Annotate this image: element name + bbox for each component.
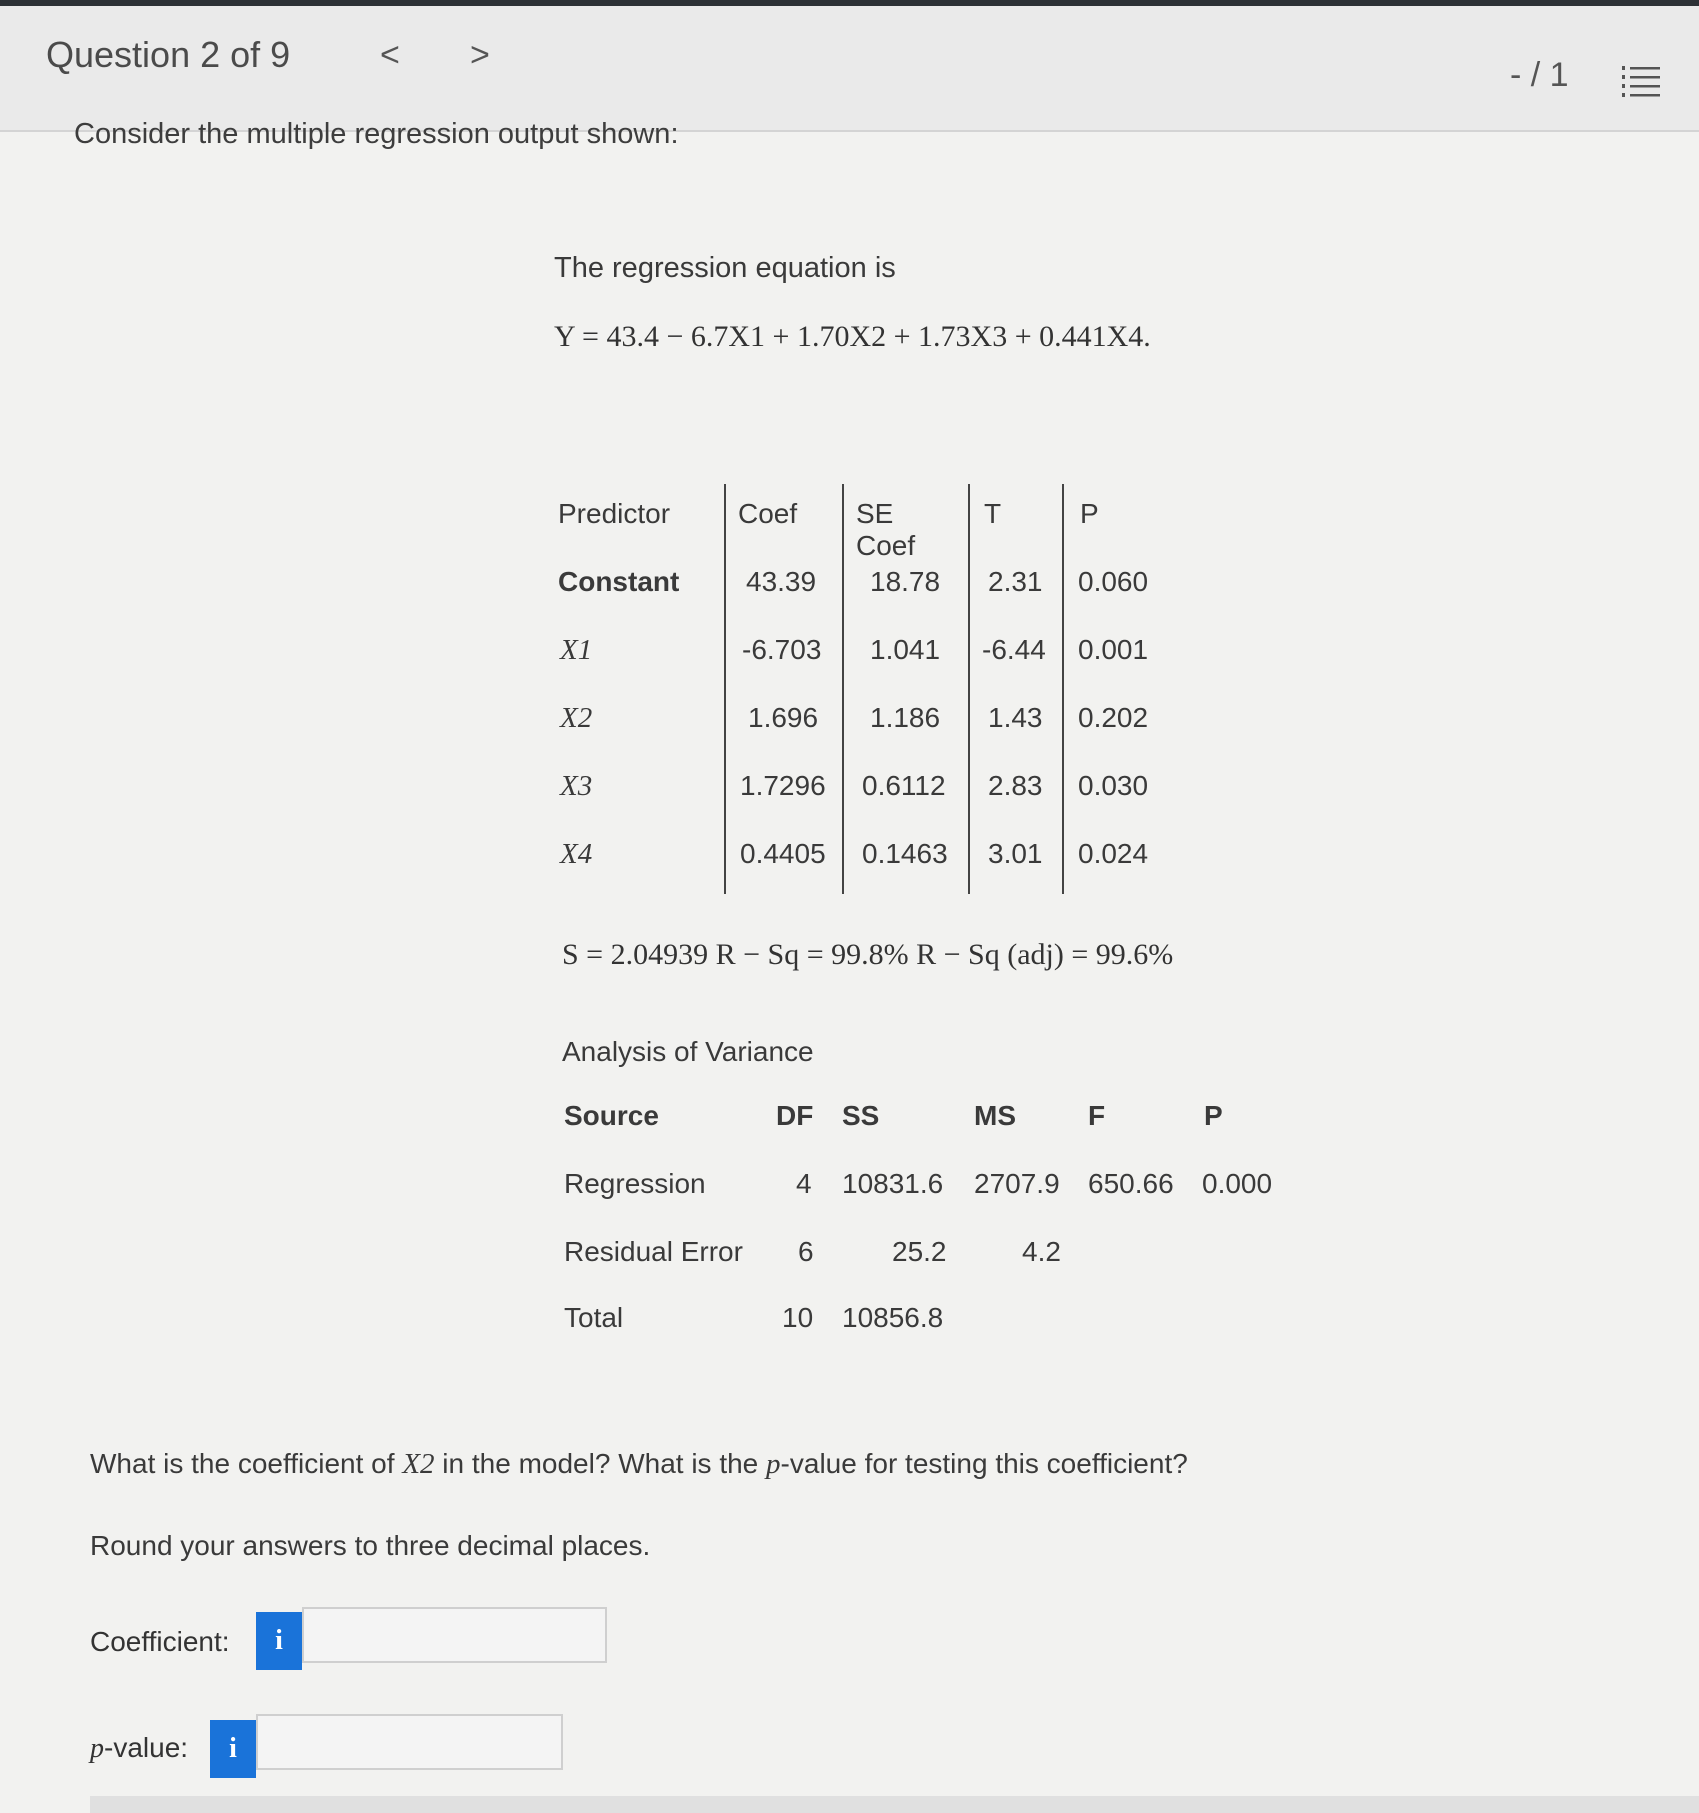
anova-p: 0.000 <box>1202 1168 1273 1199</box>
p-value: 0.202 <box>1078 702 1149 733</box>
score-display: - / 1 <box>1510 56 1569 94</box>
next-question-button[interactable]: > <box>470 36 490 74</box>
anova-source: Regression <box>564 1168 706 1199</box>
question-p-variable: p <box>766 1448 781 1480</box>
coefficient-info-button[interactable]: i <box>256 1612 302 1670</box>
question-variable: X2 <box>402 1448 435 1480</box>
model-summary-stats: S = 2.04939 R − Sq = 99.8% R − Sq (adj) = 99.6% <box>562 938 1174 971</box>
coef-value: 0.4405 <box>740 838 826 869</box>
coefficient-input[interactable] <box>302 1607 607 1663</box>
table-divider <box>842 484 844 894</box>
t-value: 2.83 <box>988 770 1043 801</box>
header-se-coef: SE Coef <box>856 498 916 561</box>
coefficient-label: Coefficient: <box>90 1626 230 1657</box>
anova-source: Total <box>564 1302 624 1333</box>
regression-equation: Y = 43.4 − 6.7X1 + 1.70X2 + 1.73X3 + 0.441X4. <box>554 320 1151 353</box>
anova-header-ss: SS <box>842 1100 880 1131</box>
header-t: T <box>984 498 1002 529</box>
header-p: P <box>1080 498 1099 529</box>
p-value: 0.024 <box>1078 838 1149 869</box>
se-coef-value: 0.1463 <box>862 838 948 869</box>
anova-f: 650.66 <box>1088 1168 1174 1199</box>
header-predictor: Predictor <box>558 498 671 529</box>
question-text-part: What is the coefficient of <box>90 1448 403 1479</box>
predictor-name: Constant <box>558 566 680 597</box>
rounding-instruction: Round your answers to three decimal places. <box>90 1530 651 1561</box>
p-value: 0.030 <box>1078 770 1149 801</box>
question-header <box>0 6 1699 132</box>
p-value-label-text: -value: <box>104 1732 189 1763</box>
anova-ms: 2707.9 <box>974 1168 1060 1199</box>
anova-header-source: Source <box>564 1100 659 1131</box>
anova-df: 6 <box>798 1236 814 1267</box>
t-value: 1.43 <box>988 702 1043 733</box>
predictor-name: X1 <box>560 634 593 666</box>
p-value-info-button[interactable]: i <box>210 1720 256 1778</box>
p-value-label <box>90 1732 188 1765</box>
coef-value: 43.39 <box>746 566 817 597</box>
anova-header-df: DF <box>776 1100 814 1131</box>
table-divider <box>1062 484 1064 894</box>
p-value-label-var: p <box>90 1733 104 1764</box>
predictor-name: X2 <box>560 702 593 734</box>
predictor-name: X3 <box>560 770 593 802</box>
table-divider <box>968 484 970 894</box>
anova-ms: 4.2 <box>1022 1236 1061 1267</box>
anova-source: Residual Error <box>564 1236 743 1267</box>
question-prompt <box>90 1448 1188 1481</box>
anova-df: 10 <box>782 1302 814 1333</box>
list-icon[interactable] <box>1622 64 1662 98</box>
anova-header-p: P <box>1204 1100 1223 1131</box>
anova-header-ms: MS <box>974 1100 1016 1131</box>
se-coef-value: 1.186 <box>870 702 941 733</box>
question-text-part: in the model? What is the <box>434 1448 767 1479</box>
anova-ss: 10856.8 <box>842 1302 944 1333</box>
p-value-input[interactable] <box>256 1714 563 1770</box>
coef-value: 1.696 <box>748 702 819 733</box>
p-value: 0.060 <box>1078 566 1149 597</box>
prev-question-button[interactable]: < <box>380 36 400 74</box>
anova-ss: 10831.6 <box>842 1168 944 1199</box>
table-divider <box>724 484 726 894</box>
intro-text: Consider the multiple regression output shown: <box>74 118 679 150</box>
predictor-name: X4 <box>560 838 593 870</box>
anova-df: 4 <box>796 1168 812 1199</box>
next-section-edge <box>90 1796 1699 1813</box>
t-value: 3.01 <box>988 838 1043 869</box>
se-coef-value: 0.6112 <box>862 770 946 801</box>
anova-ss: 25.2 <box>892 1236 947 1267</box>
question-counter: Question 2 of 9 <box>46 34 291 75</box>
t-value: 2.31 <box>988 566 1043 597</box>
coef-value: 1.7296 <box>740 770 826 801</box>
anova-title: Analysis of Variance <box>562 1036 814 1067</box>
header-coef: Coef <box>738 498 798 529</box>
anova-header-f: F <box>1088 1100 1106 1131</box>
question-text-part: -value for testing this coefficient? <box>780 1448 1188 1479</box>
coef-value: -6.703 <box>742 634 822 665</box>
se-coef-value: 18.78 <box>870 566 941 597</box>
se-coef-value: 1.041 <box>870 634 941 665</box>
p-value: 0.001 <box>1078 634 1149 665</box>
t-value: -6.44 <box>982 634 1046 665</box>
regression-equation-title: The regression equation is <box>554 252 896 284</box>
